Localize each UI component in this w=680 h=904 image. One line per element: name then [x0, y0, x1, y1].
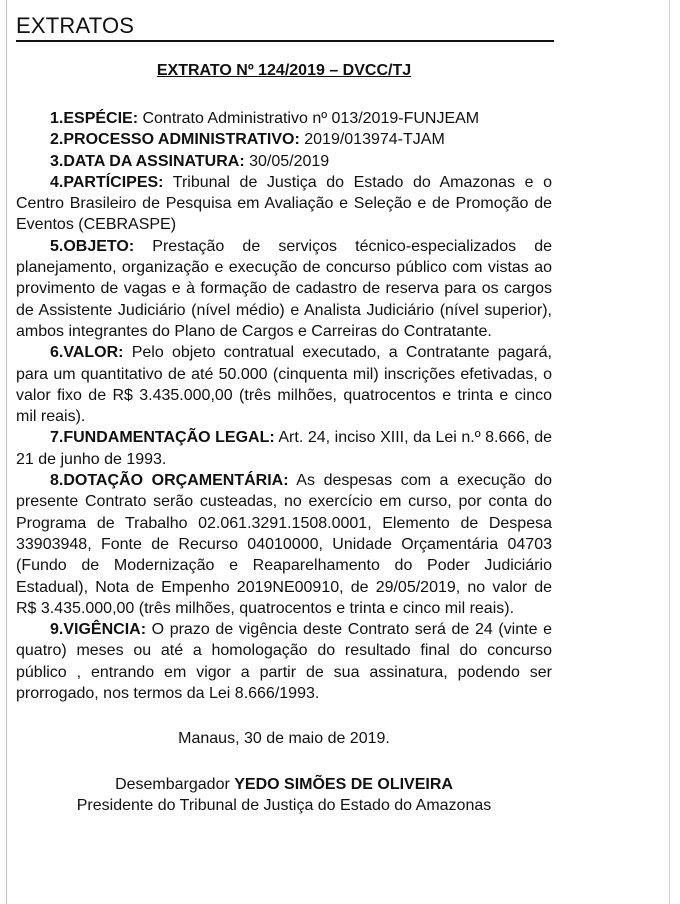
- item-text: As despesas com a execução do presente Contrato serão custeadas, no exercício em curso, por conta do Programa de Trabalho 02.061.3291.1508.0001, Elemento de Despesa 33903948, Fonte de Recurso 04010000, Unidade Orçamentária 04703 (Fundo de Modernização e Reaparelhamento do Poder Judiciário Estadual), Nota de Empenho 2019NE00910, de 29/05/2019, no valor de R$ 3.435.000,00 (três milhões, quatrocentos e trinta e cinco mil reais).: [16, 472, 552, 617]
- item-text: O prazo de vigência deste Contrato será de 24 (vinte e quatro) meses ou até a homologação do resultado final do concurso público , entrando em vigor a partir de sua assinatura, podendo ser prorrogado, nos termos da Lei 8.666/1993.: [16, 621, 552, 703]
- item-text: Contrato Administrativo nº 013/2019-FUNJEAM: [138, 110, 480, 127]
- item-valor: [16, 342, 552, 427]
- item-objeto: [16, 236, 552, 342]
- item-label: 2.PROCESSO ADMINISTRATIVO:: [50, 131, 300, 149]
- item-label: 4.PARTÍCIPES:: [50, 173, 164, 191]
- signer-title: Desembargador: [115, 775, 235, 793]
- right-border-line: [669, 0, 670, 904]
- item-data-assinatura: [16, 151, 552, 172]
- item-label: 6.VALOR:: [50, 344, 124, 362]
- section-divider: [16, 40, 554, 42]
- extract-document: [16, 60, 552, 816]
- left-border-line: [6, 0, 7, 904]
- signer-name: YEDO SIMÕES DE OLIVEIRA: [234, 775, 453, 793]
- item-text: Prestação de serviços técnico-especializados de planejamento, organização e execução de concurso público com vistas ao provimento de vagas e à formação de cadastro de reserva para os cargos de Assistente Judiciário (nível médio) e Analista Judiciário (nível superior), ambos integrantes do Plano de Cargos e Carreiras do Contratante.: [16, 237, 552, 340]
- section-title: EXTRATOS: [16, 13, 135, 38]
- item-text: 30/05/2019: [244, 152, 330, 170]
- signer-line: [16, 774, 552, 795]
- place-date: Manaus, 30 de maio de 2019.: [178, 730, 390, 748]
- item-label: 3.DATA DA ASSINATURA:: [50, 152, 245, 170]
- item-text: Tribunal de Justiça do Estado do Amazonas e o Centro Brasileiro de Pesquisa em Avaliação e Seleção e de Promoção de Eventos (CEBRASPE): [16, 173, 552, 234]
- item-text: Pelo objeto contratual executado, a Contratante pagará, para um quantitativo de até 50.000 (cinquenta mil) inscrições efetivadas, o valor fixo de R$ 3.435.000,00 (três milhões, quatrocentos e trinta e cinco mil reais).: [16, 344, 552, 426]
- item-processo-administrativo: [16, 129, 552, 150]
- item-participes: [16, 172, 552, 236]
- item-fundamentacao-legal: [16, 427, 552, 470]
- item-dotacao-orcamentaria: [16, 470, 552, 619]
- item-label: 7.FUNDAMENTAÇÃO LEGAL:: [50, 429, 275, 447]
- extract-title: EXTRATO Nº 124/2019 – DVCC/TJ: [156, 62, 412, 79]
- item-label: 9.VIGÊNCIA:: [50, 621, 147, 639]
- item-vigencia: [16, 619, 552, 704]
- item-text: 2019/013974-TJAM: [299, 131, 445, 149]
- item-label: 8.DOTAÇÃO ORÇAMENTÁRIA:: [50, 472, 289, 490]
- signer-role: Presidente do Tribunal de Justiça do Estado do Amazonas: [76, 796, 492, 814]
- item-label: 1.ESPÉCIE:: [50, 110, 139, 127]
- item-text: Art. 24, inciso XIII, da Lei n.º 8.666, de 21 de junho de 1993.: [16, 429, 553, 468]
- item-label: 5.OBJETO:: [50, 237, 135, 255]
- item-especie: [16, 108, 552, 129]
